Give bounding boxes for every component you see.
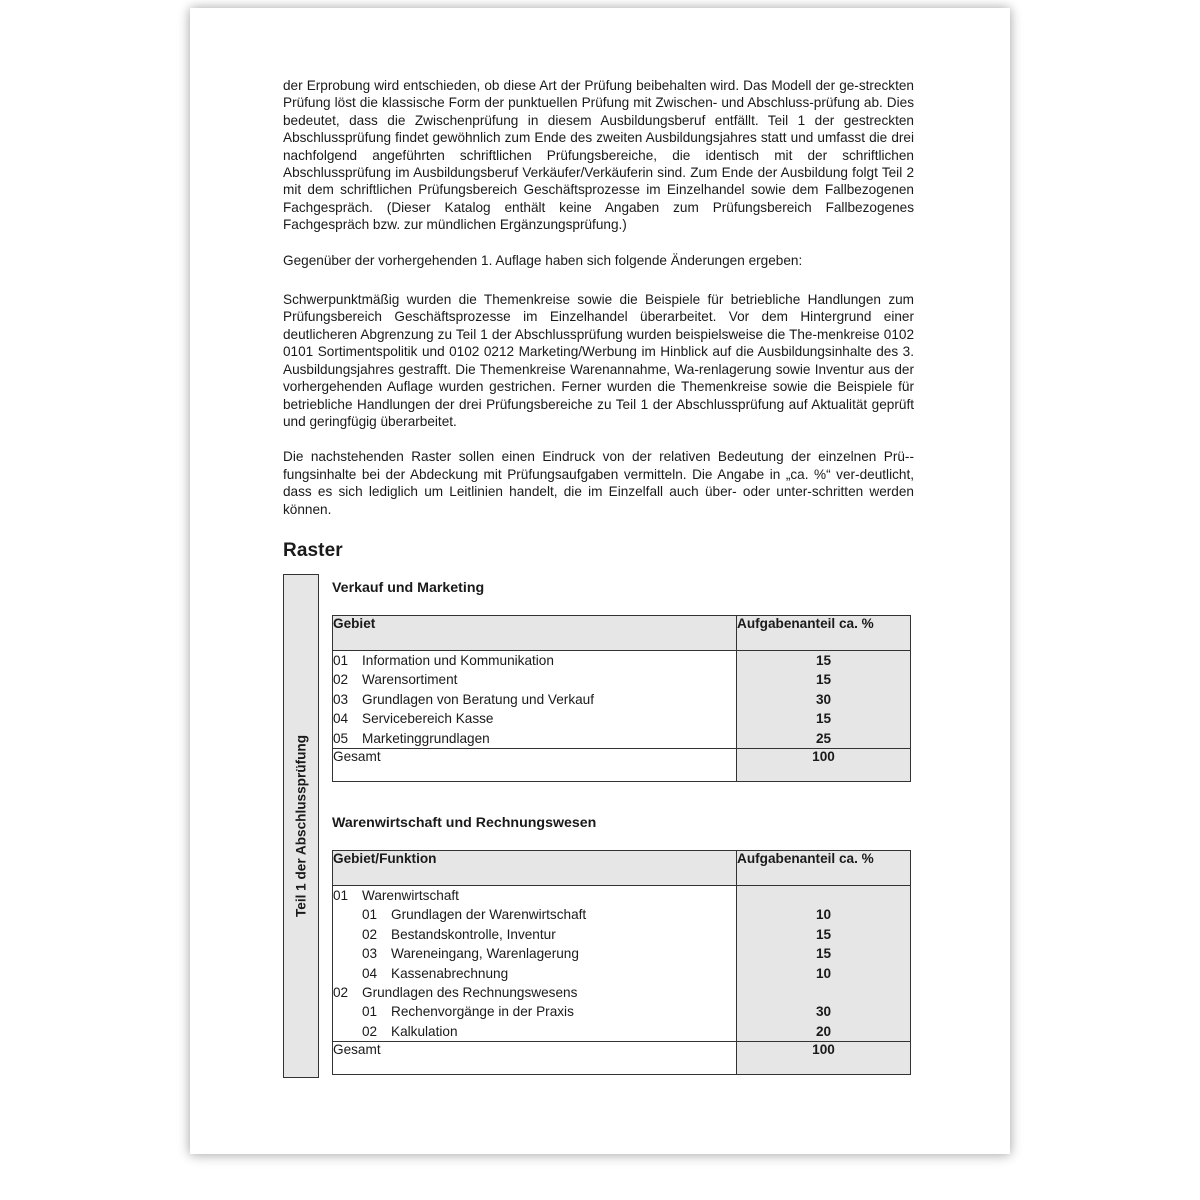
paragraph-aenderungen-intro: Gegenüber der vorhergehenden 1. Auflage haben sich folgende Änderungen ergeben: bbox=[283, 252, 803, 268]
table1-values bbox=[737, 651, 911, 749]
percent-value: 15 bbox=[815, 711, 832, 727]
paragraph-pruefungsmodell: der Erprobung wird entschieden, ob diese Art der Prüfung beibehalten wird. Das Modell der ge-streckten Prüfung löst die klassische Form der punktuellen Prüfung mit Zwischen- und Abschluss-prüfung ab. Dies bedeutet, dass die Zwischenprüfung in diesem Ausbildungsberuf entfällt. Teil 1 der gestreckten Abschlussprüfung findet gewöhnlich zum Ende des zweiten Ausbildungsjahres statt und umfasst die drei nachfolgend angeführten schriftlichen Prüfungsbereiche, die identisch mit der schriftlichen Abschlussprüfung im Ausbildungsberuf Verkäufer/Verkäuferin sind. Zum Ende der Ausbildung folgt Teil 2 mit dem schriftlichen Prüfungsbereich Geschäftsprozesse im Einzelhandel sowie dem Fallbezogenen Fachgespräch. (Dieser Katalog enthält keine Angaben zum Prüfungsbereich Fallbezogenes Fachgespräch bzw. zur mündlichen Ergänzungsprüfung.) bbox=[283, 78, 914, 233]
percent-value: 20 bbox=[815, 1023, 832, 1039]
table-warenwirtschaft-rechnungswesen bbox=[332, 850, 911, 1075]
table1-header-gebiet: Gebiet bbox=[333, 616, 737, 651]
table2-values bbox=[737, 886, 911, 1042]
percent-value: 30 bbox=[815, 691, 832, 707]
table2-total-label: Gesamt bbox=[333, 1042, 737, 1075]
document-page bbox=[190, 8, 1010, 1154]
table1-header-anteil: Aufgabenanteil ca. % bbox=[737, 616, 911, 651]
table1-title: Verkauf und Marketing bbox=[332, 580, 485, 596]
list-item: 03 Wareneingang, Warenlagerung bbox=[362, 946, 579, 962]
table2-title: Warenwirtschaft und Rechnungswesen bbox=[332, 815, 597, 831]
raster-heading: Raster bbox=[283, 539, 343, 561]
list-item: 01 Information und Kommunikation bbox=[333, 653, 554, 668]
list-item: 04 Servicebereich Kasse bbox=[333, 711, 494, 727]
list-item: 03 Grundlagen von Beratung und Verkauf bbox=[333, 691, 595, 707]
list-item: 04 Kassenabrechnung bbox=[362, 965, 509, 981]
table2-header-gebiet: Gebiet/Funktion bbox=[333, 851, 737, 886]
intro-text bbox=[283, 77, 914, 562]
percent-value: 10 bbox=[815, 907, 832, 923]
percent-value: 25 bbox=[815, 730, 832, 746]
list-item: 02 Warensortiment bbox=[333, 672, 458, 688]
list-item: 02 Bestandskontrolle, Inventur bbox=[362, 926, 556, 942]
raster-section bbox=[283, 574, 913, 1082]
list-item: 01 Grundlagen der Warenwirtschaft bbox=[362, 907, 587, 923]
percent-value: 15 bbox=[815, 653, 832, 668]
percent-value: 10 bbox=[815, 965, 832, 981]
table1-total-value: 100 bbox=[737, 748, 911, 781]
exam-part-sidebar bbox=[283, 574, 319, 1078]
group-item: 01 Warenwirtschaft bbox=[333, 888, 459, 903]
percent-value: 15 bbox=[815, 946, 832, 962]
table1-total-label: Gesamt bbox=[333, 748, 737, 781]
list-item: 02 Kalkulation bbox=[362, 1023, 458, 1039]
table2-header-anteil: Aufgabenanteil ca. % bbox=[737, 851, 911, 886]
table2-total-value: 100 bbox=[737, 1042, 911, 1075]
sidebar-label: Teil 1 der Abschlussprüfung bbox=[293, 734, 309, 918]
list-item: 01 Rechenvorgänge in der Praxis bbox=[362, 1004, 574, 1020]
group-item: 02 Grundlagen des Rechnungswesens bbox=[333, 984, 578, 1000]
table-verkauf-marketing bbox=[332, 615, 911, 782]
percent-value: 30 bbox=[815, 1004, 832, 1020]
paragraph-raster-erklaerung: Die nachstehenden Raster sollen einen Eindruck von der relativen Bedeutung der einzelnen Prü-fungsinhalte bei der Abdeckung mit Prüfungsaufgaben vermitteln. Die Angabe in „ca. %“ ver-deutlicht, dass es sich lediglich um Leitlinien handelt, die im Einzelfall auch über- oder unter-schritten werden können. bbox=[283, 449, 914, 517]
paragraph-aenderungen: Schwerpunktmäßig wurden die Themenkreise sowie die Beispiele für betriebliche Handlungen zum Prüfungsbereich Geschäftsprozesse im Einzelhandel überarbeitet. Vor dem Hintergrund einer deutlicheren Abgrenzung zu Teil 1 der Abschlussprüfung wurden beispielsweise die The-menkreise 0102 0101 Sortimentspolitik und 0102 0212 Marketing/Werbung im Hinblick auf die Ausbildungsinhalte des 3. Ausbildungsjahres gestrafft. Die Themenkreise Warenannahme, Wa-renlagerung sowie Inventur aus der vorhergehenden Auflage wurden gestrichen. Ferner wurden die Themenkreise sowie die Beispiele für betriebliche Handlungen der drei Prüfungsbereiche zu Teil 1 der Abschlussprüfung auf Aktualität geprüft und geringfügig überarbeitet. bbox=[283, 292, 914, 429]
percent-value: 15 bbox=[815, 672, 832, 688]
table2-items bbox=[333, 886, 737, 1042]
table1-items bbox=[333, 651, 737, 749]
percent-value: 15 bbox=[815, 926, 832, 942]
list-item: 05 Marketinggrundlagen bbox=[333, 730, 490, 746]
